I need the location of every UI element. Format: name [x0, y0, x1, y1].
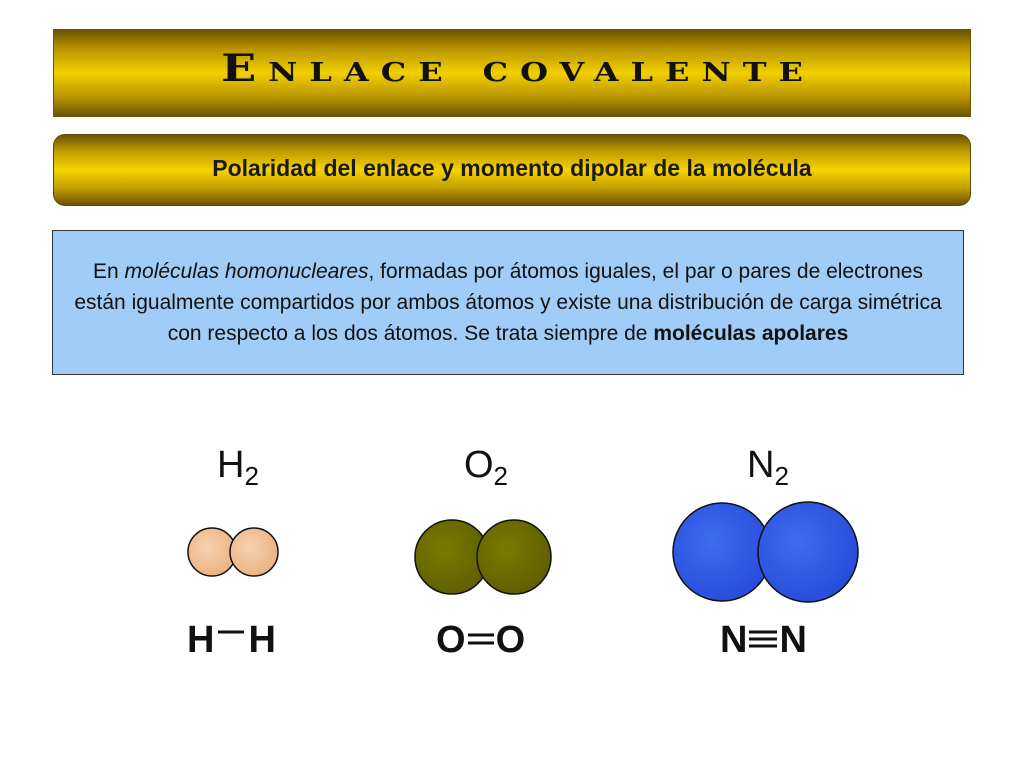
h2-right-atom: [230, 528, 278, 576]
formula-n2-symbol: N: [747, 444, 775, 486]
single-bond-icon: [214, 618, 248, 662]
n2-right-atom: [758, 502, 858, 602]
h2-left-atom: [188, 528, 236, 576]
formula-h2-symbol: H: [217, 444, 245, 486]
h2-structure-left: H: [187, 618, 215, 661]
formula-o2-symbol: O: [463, 444, 494, 486]
o2-structure-left: O: [436, 618, 466, 661]
formula-o2-subscript: 2: [493, 461, 509, 491]
n2-structure-left: N: [720, 618, 748, 661]
info-text-part1: En: [93, 260, 125, 283]
triple-bond-icon: [747, 618, 779, 662]
slide-subtitle: Polaridad del enlace y momento dipolar de la molécula: [212, 154, 812, 181]
h2-structure-right: H: [248, 618, 276, 661]
formula-h2-subscript: 2: [244, 461, 259, 491]
o2-right-atom: [477, 520, 551, 594]
structure-o2: [436, 618, 525, 662]
slide-title: Enlace covalente: [221, 45, 815, 91]
o2-structure-right: O: [495, 618, 526, 661]
n2-left-atom: [673, 503, 771, 601]
double-bond-icon: [466, 618, 496, 662]
formula-n2-subscript: 2: [774, 461, 789, 491]
info-text-bold: moléculas apolares: [653, 322, 849, 345]
structure-n2: [720, 618, 807, 662]
n2-structure-right: N: [779, 618, 807, 661]
structure-h2: [187, 618, 276, 662]
info-text-italic: moléculas homonucleares: [124, 260, 369, 283]
info-text-part2: , formadas por átomos iguales, el par o pares de electrones están igualmente compartidos por ambos átomos y existe una distribución de carga simétrica con respecto a los dos átomos. Se trata siempre de: [74, 260, 942, 345]
